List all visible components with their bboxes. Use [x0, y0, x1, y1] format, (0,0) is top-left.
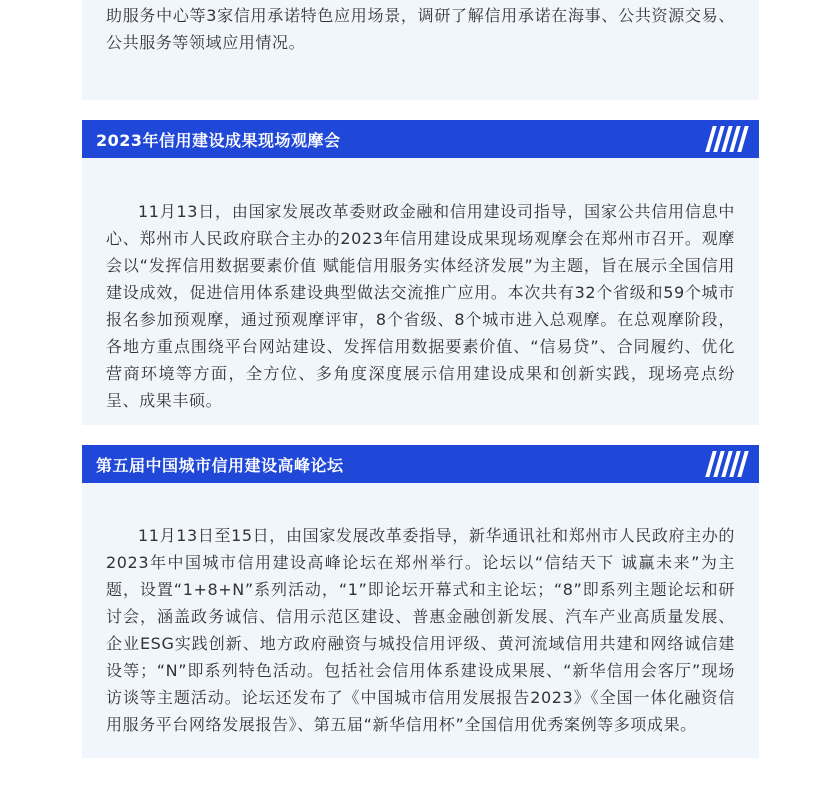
- slash-stripes-icon: [709, 451, 745, 477]
- slash-stripes-icon: [709, 126, 745, 152]
- section-title-forum: 第五届中国城市信用建设高峰论坛: [96, 455, 344, 475]
- section-header-forum: [82, 445, 759, 483]
- section-body-forum: 11月13日至15日，由国家发展改革委指导，新华通讯社和郑州市人民政府主办的2023年中国城市信用建设高峰论坛在郑州举行。论坛以“信结天下 诚赢未来”为主题，设置“1+8+N”系列活动，“1”即论坛开幕式和主论坛；“8”即系列主题论坛和研讨会，涵盖政务诚信、信用示范区建设、普惠金融创新发展、汽车产业高质量发展、企业ESG实践创新、地方政府融资与城投信用评级、黄河流域信用共建和网络诚信建设等；“N”即系列特色活动。包括社会信用体系建设成果展、“新华信用会客厅”现场访谈等主题活动。论坛还发布了《中国城市信用发展报告2023》《全国一体化融资信用服务平台网络发展报告》、第五届“新华信用杯”全国信用优秀案例等多项成果。: [106, 526, 735, 734]
- section-card-observation: [82, 158, 759, 425]
- section-gap: [82, 100, 759, 120]
- section-title-observation: 2023年信用建设成果现场观摩会: [96, 130, 341, 150]
- section-body-intro: 助服务中心等3家信用承诺特色应用场景，调研了解信用承诺在海事、公共资源交易、公共服务等领域应用情况。: [106, 6, 735, 52]
- section-card-forum: [82, 483, 759, 758]
- section-card-intro: [82, 0, 759, 100]
- article-column: [82, 0, 759, 758]
- section-gap: [82, 425, 759, 445]
- section-header-observation: [82, 120, 759, 158]
- section-body-observation: 11月13日，由国家发展改革委财政金融和信用建设司指导，国家公共信用信息中心、郑州市人民政府联合主办的2023年信用建设成果现场观摩会在郑州市召开。观摩会以“发挥信用数据要素价值 赋能信用服务实体经济发展”为主题，旨在展示全国信用建设成效，促进信用体系建设典型做法交流推广应用。本次共有32个省级和59个城市报名参加预观摩，通过预观摩评审，8个省级、8个城市进入总观摩。在总观摩阶段，各地方重点围绕平台网站建设、发挥信用数据要素价值、“信易贷”、合同履约、优化营商环境等方面，全方位、多角度深度展示信用建设成果和创新实践，现场亮点纷呈、成果丰硕。: [106, 202, 735, 410]
